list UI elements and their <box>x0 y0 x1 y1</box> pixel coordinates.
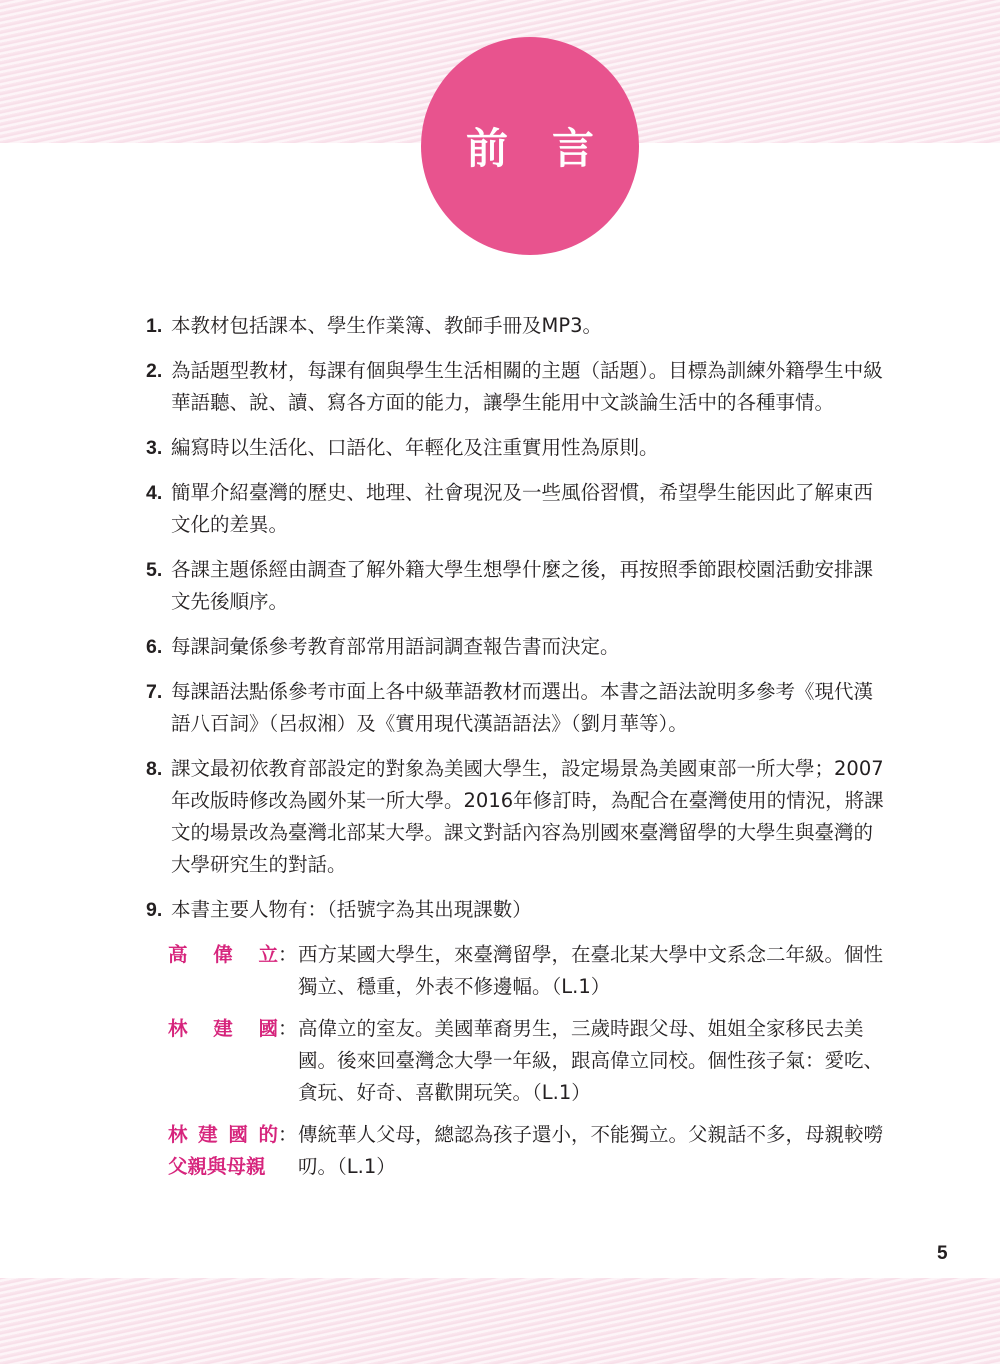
list-item-number: 1. <box>146 315 163 337</box>
list-item-number: 7. <box>146 681 163 703</box>
list-item <box>146 310 891 342</box>
name-char: 建 <box>198 1123 218 1146</box>
name-colon: ： <box>278 943 298 966</box>
name-colon: ： <box>278 1123 298 1146</box>
list-item-text: 各課主題係經由調查了解外籍大學生想學什麼之後，再按照季節跟校園活動安排課文先後順序。 <box>171 558 874 613</box>
list-item-number: 8. <box>146 758 163 780</box>
name-char: 林 <box>168 1123 188 1146</box>
character-name <box>168 939 278 1003</box>
name-char: 高 <box>168 943 188 966</box>
character-entry <box>168 939 891 1003</box>
numbered-list <box>146 310 891 926</box>
list-item-number: 2. <box>146 360 163 382</box>
list-item <box>146 554 891 618</box>
character-name-line: 父親與母親 <box>168 1155 266 1178</box>
list-item <box>146 894 891 926</box>
character-name-line <box>168 1119 278 1151</box>
list-item-number: 9. <box>146 899 163 921</box>
name-char: 的 <box>258 1123 278 1146</box>
character-name <box>168 1013 278 1109</box>
character-name <box>168 1119 278 1183</box>
list-item-text: 課文最初依教育部設定的對象為美國大學生，設定場景為美國東部一所大學；2007年改版時修改為國外某一所大學。2016年修訂時，為配合在臺灣使用的情況，將課文的場景改為臺灣北部某大學。課文對話內容為別國來臺灣留學的大學生與臺灣的大學研究生的對話。 <box>171 757 884 876</box>
name-char: 林 <box>168 1017 188 1040</box>
list-item <box>146 355 891 419</box>
character-name-line <box>168 939 278 971</box>
list-item <box>146 631 891 663</box>
list-item <box>146 432 891 464</box>
list-item <box>146 477 891 541</box>
character-entry <box>168 1013 891 1109</box>
list-item-number: 4. <box>146 482 163 504</box>
name-char: 立 <box>258 943 278 966</box>
list-item-number: 5. <box>146 559 163 581</box>
list-item-text: 簡單介紹臺灣的歷史、地理、社會現況及一些風俗習慣，希望學生能因此了解東西文化的差異。 <box>171 481 874 536</box>
list-item-text: 本書主要人物有：（括號字為其出現課數） <box>171 898 532 921</box>
name-char: 建 <box>213 1017 233 1040</box>
page-number: 5 <box>937 1243 948 1264</box>
page-title: 前言 <box>465 124 638 173</box>
list-item-text: 本教材包括課本、學生作業簿、教師手冊及MP3。 <box>171 314 602 337</box>
bottom-decorative-band <box>0 1278 1000 1364</box>
character-name-line <box>168 1013 278 1045</box>
name-colon: ： <box>278 1017 298 1040</box>
preface-content <box>146 310 891 1193</box>
list-item-number: 3. <box>146 437 163 459</box>
list-item <box>146 676 891 740</box>
character-description: 傳統華人父母，總認為孩子還小，不能獨立。父親話不多，母親較嘮叨。（L.1） <box>298 1123 884 1178</box>
list-item-number: 6. <box>146 636 163 658</box>
character-description: 高偉立的室友。美國華裔男生，三歲時跟父母、姐姐全家移民去美國。後來回臺灣念大學一年級，跟高偉立同校。個性孩子氣：愛吃、貪玩、好奇、喜歡開玩笑。（L.1） <box>298 1017 884 1104</box>
character-description: 西方某國大學生，來臺灣留學，在臺北某大學中文系念二年級。個性獨立、穩重，外表不修邊幅。（L.1） <box>298 943 884 998</box>
title-circle <box>421 37 639 255</box>
name-char: 國 <box>258 1017 278 1040</box>
list-item <box>146 753 891 881</box>
list-item-text: 為話題型教材，每課有個與學生生活相關的主題（話題）。目標為訓練外籍學生中級華語聽、說、讀、寫各方面的能力，讓學生能用中文談論生活中的各種事情。 <box>171 359 883 414</box>
character-list <box>168 939 891 1183</box>
list-item-text: 編寫時以生活化、口語化、年輕化及注重實用性為原則。 <box>171 436 659 459</box>
character-entry <box>168 1119 891 1183</box>
name-char: 國 <box>228 1123 248 1146</box>
list-item-text: 每課語法點係參考市面上各中級華語教材而選出。本書之語法說明多參考《現代漢語八百詞》（呂叔湘）及《實用現代漢語語法》（劉月華等）。 <box>171 680 874 735</box>
list-item-text: 每課詞彙係參考教育部常用語詞調查報告書而決定。 <box>171 635 620 658</box>
name-char: 偉 <box>213 943 233 966</box>
